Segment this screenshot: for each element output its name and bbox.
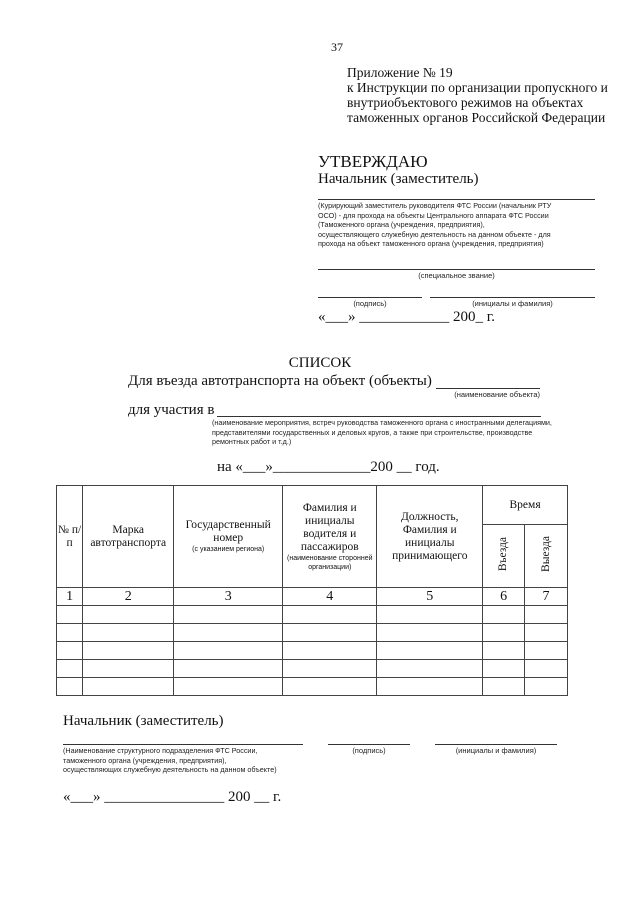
approval-heading: УТВЕРЖДАЮ bbox=[318, 152, 428, 171]
header-number: № п/п bbox=[57, 486, 83, 588]
note-line: (Наименование структурного подразделения ФТС России, bbox=[63, 746, 258, 755]
cell bbox=[57, 642, 83, 660]
column-number-row bbox=[57, 588, 568, 606]
table-row bbox=[57, 660, 568, 678]
cell bbox=[283, 660, 377, 678]
vehicle-list-table bbox=[56, 485, 568, 696]
caption-line: (наименование мероприятия, встреч руководства таможенного органа с иностранными делегациями, bbox=[212, 418, 552, 427]
header-vehicle-make: Марка автотранспорта bbox=[83, 486, 174, 588]
header-plate bbox=[174, 486, 283, 588]
appendix-line: таможенных органов Российской Федерации bbox=[347, 110, 606, 125]
table-row bbox=[57, 606, 568, 624]
rank-caption: (специальное звание) bbox=[418, 271, 495, 280]
footer-signature-line bbox=[328, 744, 410, 745]
cell bbox=[283, 642, 377, 660]
name-caption: (инициалы и фамилия) bbox=[472, 299, 553, 308]
table-row bbox=[57, 624, 568, 642]
cell bbox=[174, 624, 283, 642]
name-line bbox=[430, 297, 595, 298]
cell bbox=[525, 624, 568, 642]
driver-label: Фамилия и инициалы водителя и пассажиров bbox=[300, 501, 359, 553]
footer-note bbox=[63, 746, 323, 775]
cell bbox=[483, 606, 525, 624]
cell bbox=[525, 660, 568, 678]
approval-position: Начальник (заместитель) bbox=[318, 171, 479, 187]
appendix-line: внутриобъектового режимов на объектах bbox=[347, 95, 584, 110]
cell bbox=[483, 660, 525, 678]
rank-line bbox=[318, 269, 595, 270]
list-date: на «___»_____________200 __ год. bbox=[217, 459, 440, 475]
column-number: 6 bbox=[483, 588, 525, 606]
approver-line bbox=[318, 199, 595, 200]
appendix-line: к Инструкции по организации пропускного и bbox=[347, 80, 608, 95]
cell bbox=[83, 678, 174, 696]
signature-caption: (подпись) bbox=[353, 299, 387, 308]
cell bbox=[377, 606, 483, 624]
header-receiver: Должность, Фамилия и инициалы принимающего bbox=[377, 486, 483, 588]
note-line: осуществляющего служебную деятельность на данном объекте - для bbox=[318, 229, 551, 239]
header-exit-time bbox=[525, 525, 568, 588]
cell bbox=[525, 606, 568, 624]
header-entry-time bbox=[483, 525, 525, 588]
appendix-title: Приложение № 19 bbox=[347, 65, 453, 80]
column-number: 5 bbox=[377, 588, 483, 606]
cell bbox=[483, 642, 525, 660]
cell bbox=[83, 624, 174, 642]
cell bbox=[525, 678, 568, 696]
cell bbox=[57, 624, 83, 642]
footer-signature-caption: (подпись) bbox=[352, 746, 386, 755]
exit-time-label: Выезда bbox=[539, 536, 552, 572]
cell bbox=[483, 624, 525, 642]
note-line: ОСО) - для прохода на объекты Центрального аппарата ФТС России bbox=[318, 210, 549, 220]
page-number: 37 bbox=[331, 40, 343, 54]
cell bbox=[525, 642, 568, 660]
event-line bbox=[217, 416, 541, 417]
footer-name-caption: (инициалы и фамилия) bbox=[455, 746, 537, 755]
plate-label: Государственный номер bbox=[185, 519, 271, 544]
cell bbox=[83, 606, 174, 624]
cell bbox=[57, 606, 83, 624]
cell bbox=[283, 678, 377, 696]
note-line: прохода на объект таможенного органа (учреждения, предприятия) bbox=[318, 239, 544, 248]
cell bbox=[174, 642, 283, 660]
column-number: 1 bbox=[57, 588, 83, 606]
note-line: (Курирующий заместитель руководителя ФТС России (начальник РТУ bbox=[318, 201, 552, 210]
header-driver bbox=[283, 486, 377, 588]
table-row bbox=[57, 642, 568, 660]
column-number: 4 bbox=[283, 588, 377, 606]
column-number: 7 bbox=[525, 588, 568, 606]
cell bbox=[377, 642, 483, 660]
cell bbox=[377, 660, 483, 678]
footer-name-line bbox=[435, 744, 557, 745]
footer-date: «___» ________________ 200 __ г. bbox=[63, 789, 282, 805]
column-number: 2 bbox=[83, 588, 174, 606]
entry-label: Для въезда автотранспорта на объект (объекты) bbox=[128, 373, 432, 389]
approval-date: «___» ____________ 200_ г. bbox=[318, 309, 495, 325]
object-line bbox=[436, 388, 540, 389]
footer-position: Начальник (заместитель) bbox=[63, 713, 224, 729]
signature-line bbox=[318, 297, 422, 298]
cell bbox=[57, 678, 83, 696]
caption-line: представителями государственных и деловых кругов, а также при строительстве, производстве bbox=[212, 427, 533, 437]
driver-sublabel: (наименование сторонней организации) bbox=[287, 554, 373, 571]
cell bbox=[83, 642, 174, 660]
cell bbox=[377, 624, 483, 642]
cell bbox=[174, 678, 283, 696]
entry-time-label: Въезда bbox=[497, 536, 510, 572]
participation-label: для участия в bbox=[128, 402, 215, 418]
caption-line: ремонтных работ и т.д.) bbox=[212, 437, 292, 446]
cell bbox=[174, 660, 283, 678]
list-title: СПИСОК bbox=[288, 355, 352, 371]
note-line: (Таможенного органа (учреждения, предприятия), bbox=[318, 220, 485, 229]
header-time: Время bbox=[483, 486, 568, 525]
object-caption: (наименование объекта) bbox=[454, 390, 540, 399]
cell bbox=[83, 660, 174, 678]
note-line: осуществляющих служебную деятельность на данном объекте) bbox=[63, 765, 277, 774]
cell bbox=[283, 606, 377, 624]
cell bbox=[174, 606, 283, 624]
approval-note bbox=[318, 201, 595, 249]
cell bbox=[483, 678, 525, 696]
event-caption bbox=[212, 418, 602, 447]
plate-sublabel: (с указанием региона) bbox=[192, 546, 265, 553]
cell bbox=[57, 660, 83, 678]
column-number: 3 bbox=[174, 588, 283, 606]
cell bbox=[283, 624, 377, 642]
note-line: таможенного органа (учреждения, предприятия), bbox=[63, 755, 227, 765]
table-row bbox=[57, 678, 568, 696]
appendix-header bbox=[347, 65, 608, 125]
cell bbox=[377, 678, 483, 696]
department-line bbox=[63, 744, 303, 745]
